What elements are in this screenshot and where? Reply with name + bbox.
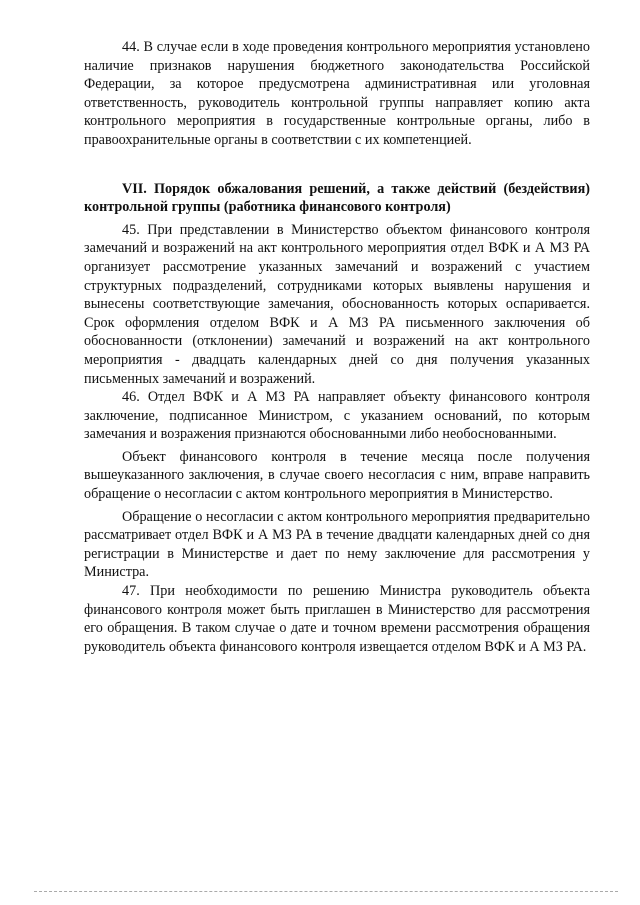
paragraph-47: 47. При необходимости по решению Министра руководитель объекта финансового контроля может быть приглашен в Министерство для рассмотрения его обращения. В таком случае о дате и точном времени рассмотрения обращения руководитель объекта финансового контроля извещается отделом ВФК и А МЗ РА. — [84, 583, 590, 655]
paragraph-44: 44. В случае если в ходе проведения контрольного мероприятия установлено наличие признаков нарушения бюджетного законодательства Российской Федерации, за которое предусмотрена административная или уголовная ответственность, руководитель контрольной группы направляет копию акта контрольного мероприятия в государственные контрольные органы, либо в правоохранительные органы в соответствии с их компетенцией. — [84, 39, 590, 148]
paragraph-46-appeal: Обращение о несогласии с актом контрольного мероприятия предварительно рассматривает отдел ВФК и А МЗ РА в течение двадцати календарных дней со дня регистрации в Министерстве и дает по нему заключение для рассмотрения у Министра. — [84, 508, 590, 581]
paragraph-45: 45. При представлении в Министерство объектом финансового контроля замечаний и возражений на акт контрольного мероприятия отдел ВФК и А МЗ РА организует рассмотрение указанных замечаний и возражений с участием структурных подразделений, сотрудниками которых выявлены нарушения и вынесены соответствующие замечания, обоснованность которых оспаривается. Срок оформления отделом ВФК и А МЗ РА письменного заключения об обоснованности (отклонении) замечаний и возражений на акт контрольного мероприятия - двадцать календарных дней со дня получения указанных письменных замечаний и возражений. — [84, 221, 590, 387]
section-heading-vii: VII. Порядок обжалования решений, а также действий (бездействия) контрольной группы (работника финансового контроля) — [84, 180, 590, 216]
page-bottom-divider — [34, 891, 618, 892]
paragraph-46: 46. Отдел ВФК и А МЗ РА направляет объекту финансового контроля заключение, подписанное Министром, с указанием оснований, по которым замечания и возражения признаются обоснованными либо необоснованными. — [84, 389, 590, 443]
paragraph-46-objection: Объект финансового контроля в течение месяца после получения вышеуказанного заключения, в случае своего несогласия с ним, вправе направить обращение о несогласии с актом контрольного мероприятия в Министерство. — [84, 448, 590, 503]
document-page — [84, 38, 590, 656]
